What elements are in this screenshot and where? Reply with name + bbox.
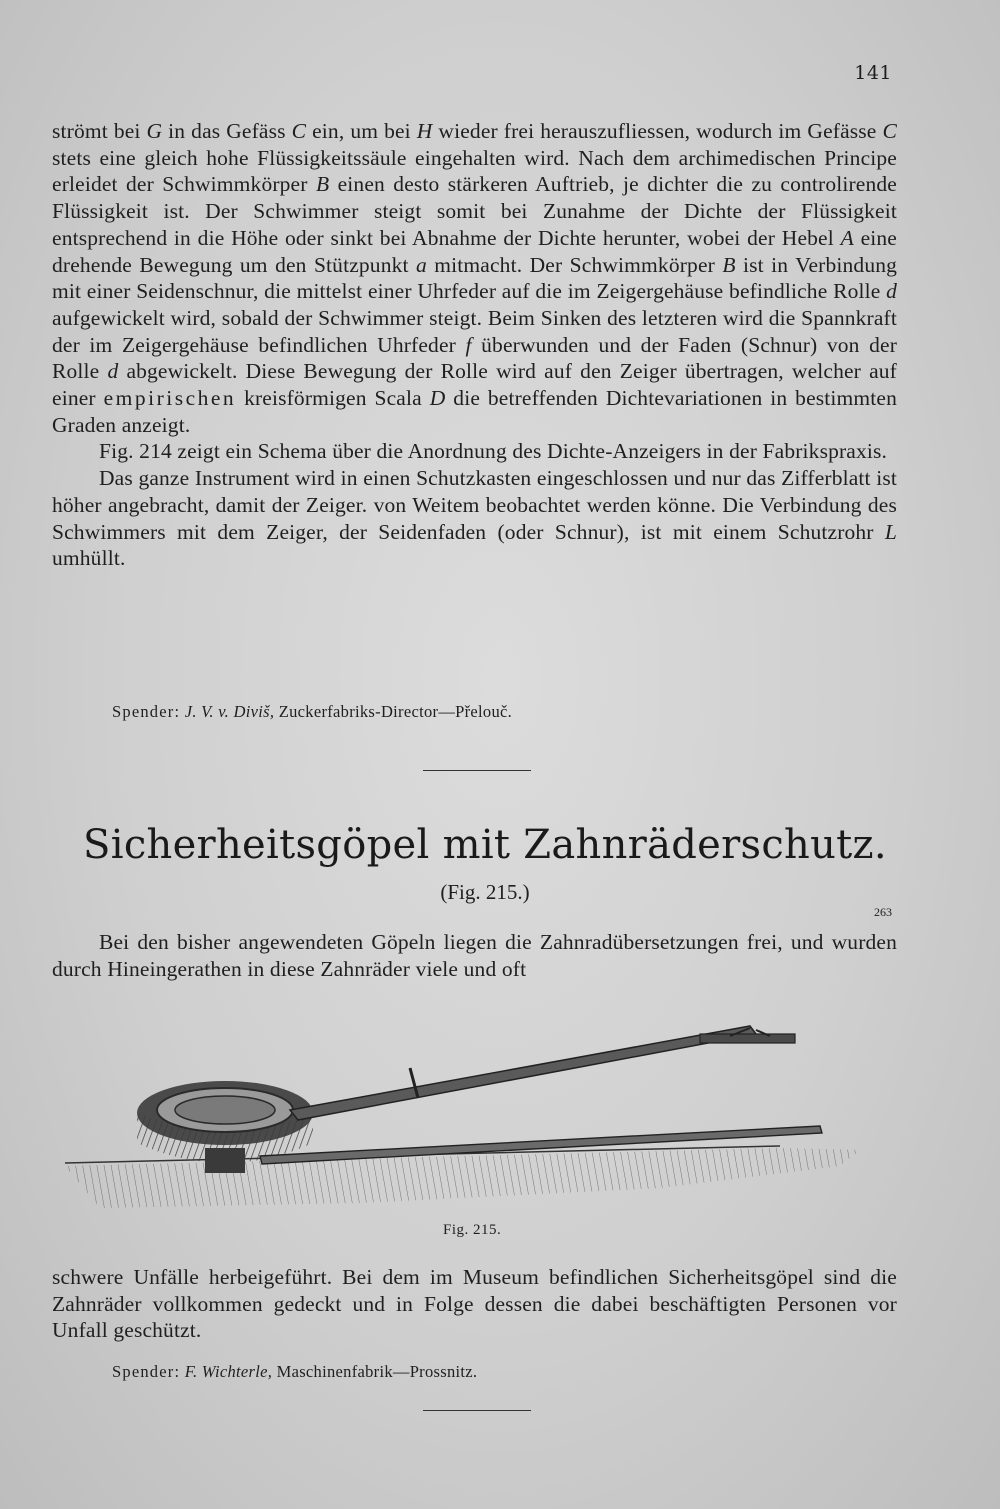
paragraph-5: schwere Unfälle herbeigeführt. Bei dem im Museum befindlichen Sicherheitsgöpel sind die Zahnräder vollkommen gedeckt und in Folge dessen die dabei beschäftigten Personen vor Unfall geschützt. bbox=[52, 1265, 897, 1343]
paragraph-2: Fig. 214 zeigt ein Schema über die Anordnung des Dichte-Anzeigers in der Fabrikspraxis. bbox=[99, 439, 888, 464]
horse-gin-engraving bbox=[60, 998, 900, 1218]
text-block-upper bbox=[52, 118, 897, 572]
bottom-divider bbox=[423, 1410, 531, 1411]
text-block-middle bbox=[52, 929, 897, 982]
paragraph-3: Das ganze Instrument wird in einen Schutzkasten eingeschlossen und nur das Zifferblatt ist höher angebracht, damit der Zeiger. von Weitem beobachtet werden könne. Die Verbindung des Schwimmers mit dem Zeiger, der Seidenfaden (oder Schnur), ist mit einem Schutzrohr L umhüllt. bbox=[52, 466, 897, 571]
section-divider bbox=[423, 770, 531, 771]
figure-reference: (Fig. 215.) bbox=[440, 880, 530, 904]
text-block-lower bbox=[52, 1264, 897, 1344]
paragraph-1: strömt bei G in das Gefäss C ein, um bei H wieder frei herauszufliessen, wodurch im Gefässe C stets eine gleich hohe Flüssigkeitssäule eingehalten wird. Nach dem archimedischen Principe erleidet der Schwimmkörper B einen desto stärkeren Auftrieb, je dichter die zu controlirende Flüssigkeit ist. Der Schwimmer steigt somit bei Zunahme der Dichte der Flüssigkeit entsprechend in die Höhe oder sinkt bei Abnahme der Dichte herunter, wobei der Hebel A eine drehende Bewegung um den Stützpunkt a mitmacht. Der Schwimmkörper B ist in Verbindung mit einer Seidenschnur, die mittelst einer Uhrfeder auf die im Zeigergehäuse befindliche Rolle d aufgewickelt wird, sobald der Schwimmer steigt. Beim Sinken des letzteren wird die Spannkraft der im Zeigergehäuse befindlichen Uhrfeder f überwunden und der Faden (Schnur) von der Rolle d abgewickelt. Diese Bewegung der Rolle wird auf den Zeiger übertragen, welcher auf einer empirischen kreisförmigen Scala D die betreffenden Dichtevariationen in bestimmten Graden anzeigt. bbox=[52, 119, 898, 437]
figure-caption: Fig. 215. bbox=[443, 1222, 502, 1238]
section-title: Sicherheitsgöpel mit Zahnräderschutz. bbox=[83, 822, 887, 868]
donor-line-1: Spender: J. V. v. Diviš, Zuckerfabriks-Director—Přelouč. bbox=[112, 702, 513, 721]
page-number: 141 bbox=[854, 62, 892, 84]
figure-illustration bbox=[60, 998, 900, 1218]
paragraph-4: Bei den bisher angewendeten Göpeln liegen die Zahnradübersetzungen frei, und wurden durch Hineingerathen in diese Zahnräder viele und oft bbox=[52, 930, 897, 981]
margin-number: 263 bbox=[874, 905, 892, 919]
donor-line-2: Spender: F. Wichterle, Maschinenfabrik—Prossnitz. bbox=[112, 1362, 478, 1381]
